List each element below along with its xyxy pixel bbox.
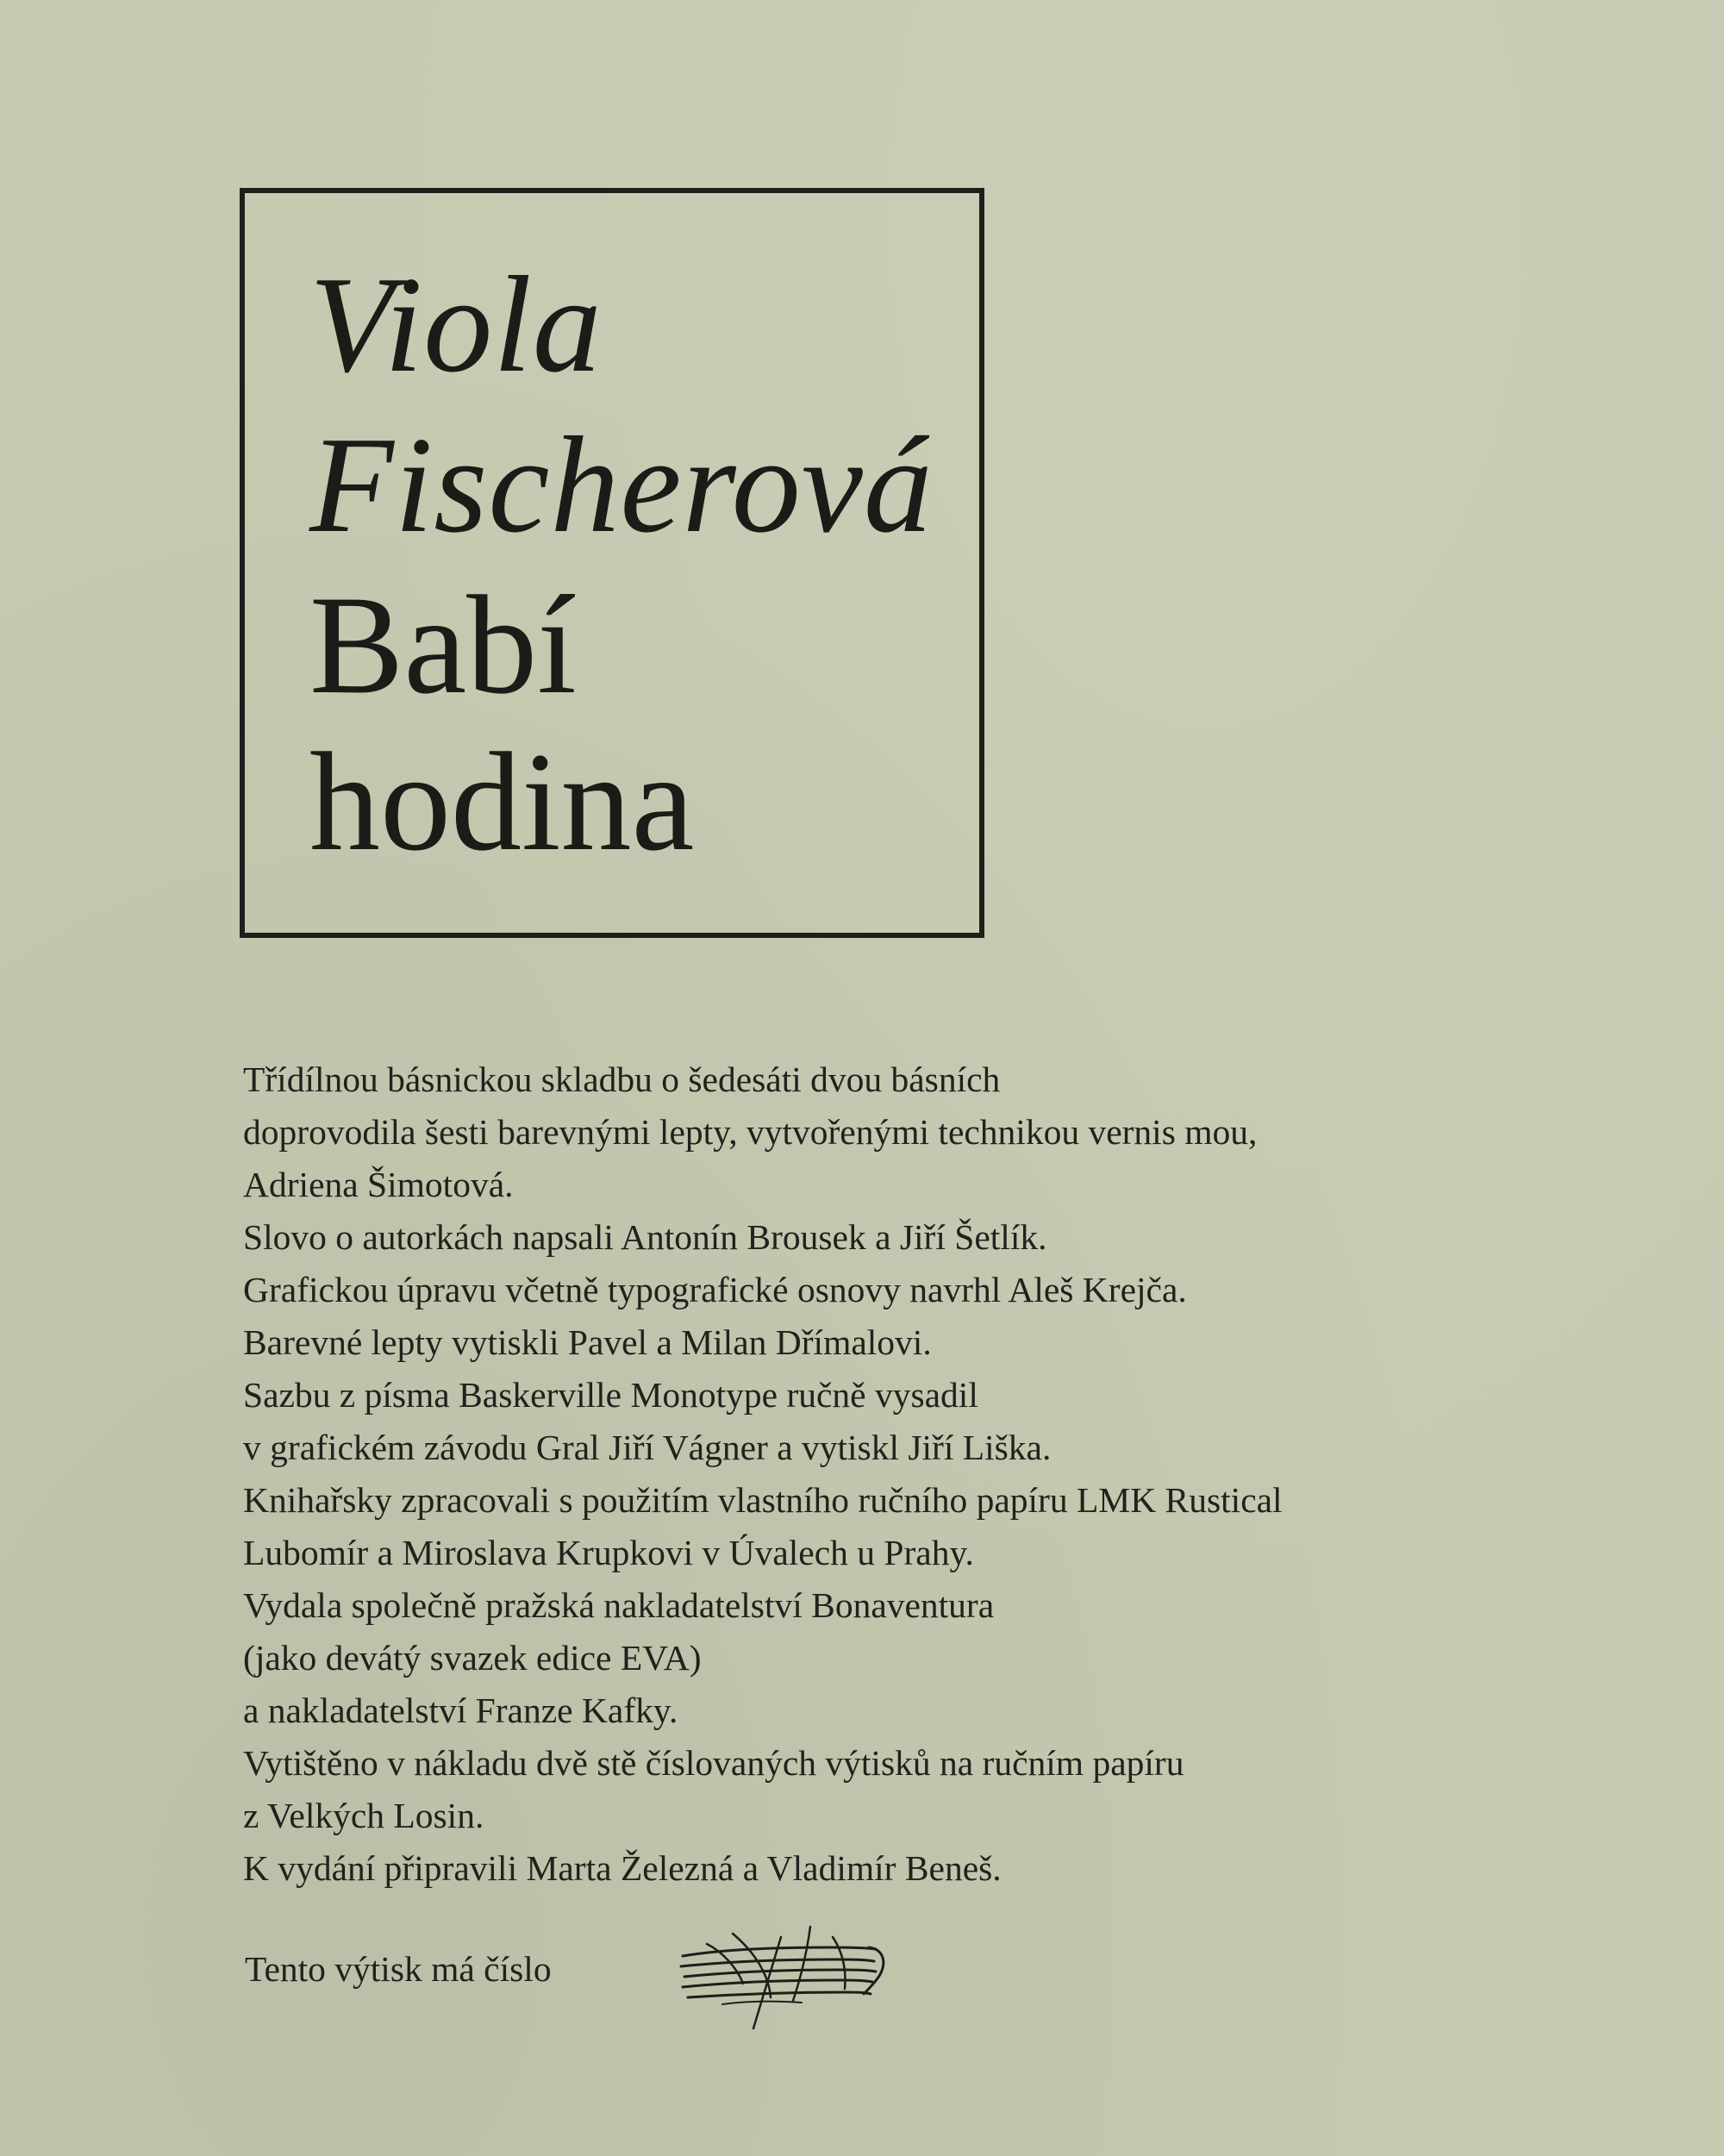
book-title-line-1: Babí [309,567,577,723]
copy-number-label: Tento výtisk má číslo [245,1949,552,1989]
colophon-line: doprovodila šesti barevnými lepty, vytvořenými technikou vernis mou, [243,1112,1258,1152]
colophon-line: Třídílnou básnickou skladbu o šedesáti dvou básních [243,1059,1001,1099]
colophon-line: Grafickou úpravu včetně typografické osnovy navrhl Aleš Krejča. [243,1270,1187,1309]
colophon-line: Sazbu z písma Baskerville Monotype ručně vysadil [243,1375,978,1415]
colophon-line: Vytištěno v nákladu dvě stě číslovaných výtisků na ručním papíru [243,1743,1184,1783]
colophon-line: Vydala společně pražská nakladatelství Bonaventura [243,1585,995,1625]
author-first-name: Viola [309,247,603,401]
colophon-line: a nakladatelství Franze Kafky. [243,1690,678,1730]
handwritten-copy-number-mark [672,1918,896,2030]
colophon-line: Barevné lepty vytiskli Pavel a Milan Dřímalovi. [243,1322,932,1362]
colophon-line: Slovo o autorkách napsali Antonín Brousek a Jiří Šetlík. [243,1217,1047,1257]
colophon-line: Lubomír a Miroslava Krupkovi v Úvalech u Prahy. [243,1533,974,1572]
colophon-line: K vydání připravili Marta Železná a Vladimír Beneš. [243,1848,1002,1888]
colophon-line: Adriena Šimotová. [243,1165,514,1204]
colophon-line: v grafickém závodu Gral Jiří Vágner a vytiskl Jiří Liška. [243,1428,1052,1467]
colophon-line: (jako devátý svazek edice EVA) [243,1638,702,1678]
title-frame [240,188,984,938]
colophon-line: z Velkých Losin. [243,1796,484,1835]
author-last-name: Fischerová [309,408,934,561]
book-title-line-2: hodina [309,724,695,880]
colophon-line: Knihařsky zpracovali s použitím vlastního ručního papíru LMK Rustical [243,1480,1283,1520]
colophon-text [243,1053,1622,1895]
